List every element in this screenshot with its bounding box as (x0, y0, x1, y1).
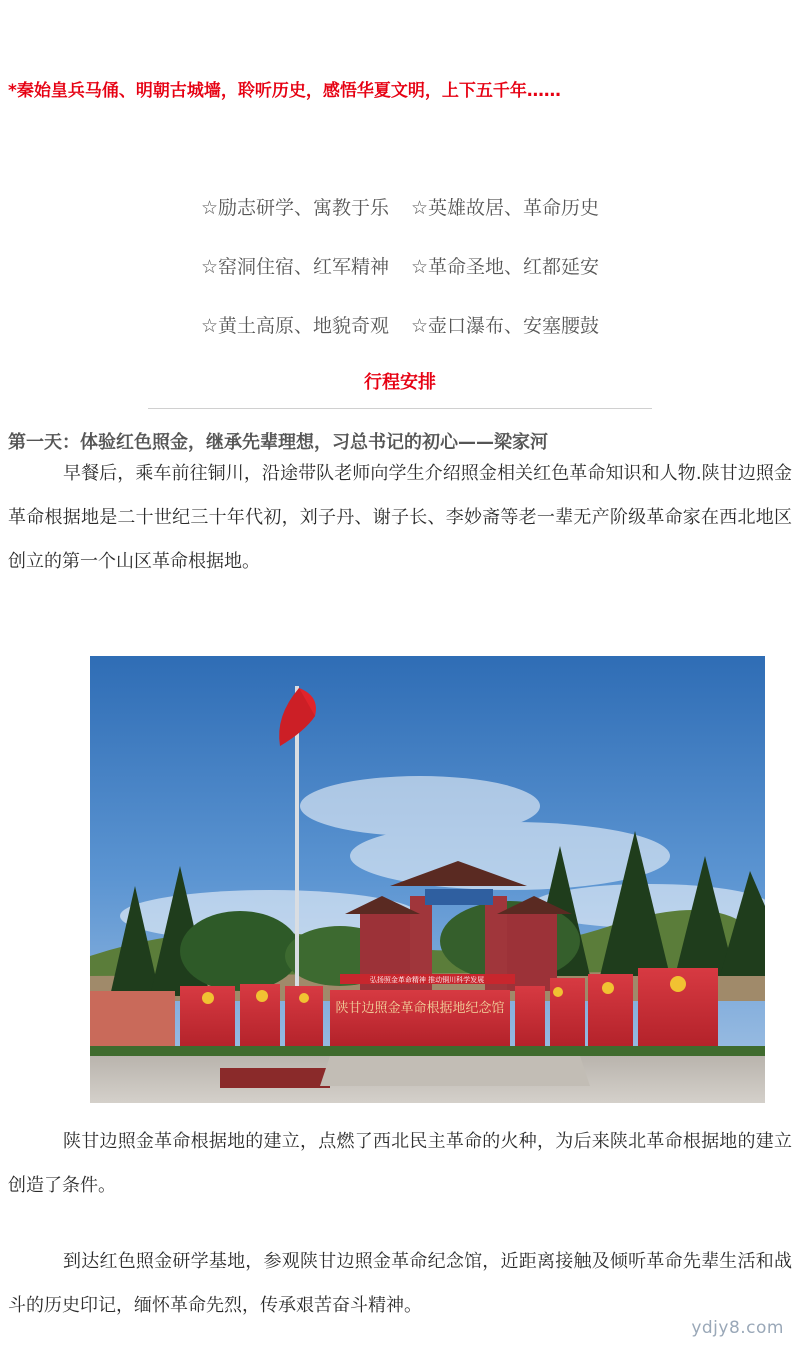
feature-row-1 (0, 193, 800, 220)
feature-row-2 (0, 252, 800, 279)
gate-plaque-text: 陕甘边照金革命根据地纪念馆 (335, 1001, 505, 1016)
memorial-photo-illustration (90, 656, 765, 1103)
divider (148, 408, 652, 409)
day-title: 第一天：体验红色照金，继承先辈理想，习总书记的初心——梁家河 (8, 432, 548, 453)
feature-item: ☆革命圣地、红都延安 (411, 256, 600, 278)
memorial-photo (90, 656, 765, 1103)
feature-item: ☆壶口瀑布、安塞腰鼓 (411, 315, 600, 337)
itinerary-title: 行程安排 (364, 372, 436, 393)
feature-item: ☆英雄故居、革命历史 (411, 197, 600, 219)
day1-paragraph-2: 陕甘边照金革命根据地的建立，点燃了西北民主革命的火种，为后来陕北革命根据地的建立创造了条件。 (8, 1131, 792, 1196)
watermark: ydjy8.com (691, 1318, 784, 1338)
feature-item: ☆励志研学、寓教于乐 (200, 197, 389, 219)
banner-text: 弘扬照金革命精神 推动铜川科学发展 (369, 976, 485, 984)
feature-item: ☆黄土高原、地貌奇观 (200, 315, 389, 337)
headline: *秦始皇兵马俑、明朝古城墙，聆听历史，感悟华夏文明，上下五千年…… (8, 81, 561, 101)
day1-paragraph-1: 早餐后，乘车前往铜川，沿途带队老师向学生介绍照金相关红色革命知识和人物.陕甘边照金革命根据地是二十世纪三十年代初，刘子丹、谢子长、李妙斋等老一辈无产阶级革命家在西北地区创立的第一个山区革命根据地。 (8, 463, 792, 572)
feature-item: ☆窑洞住宿、红军精神 (200, 256, 389, 278)
day1-paragraph-3: 到达红色照金研学基地，参观陕甘边照金革命纪念馆，近距离接触及倾听革命先辈生活和战斗的历史印记，缅怀革命先烈，传承艰苦奋斗精神。 (8, 1251, 792, 1316)
feature-row-3 (0, 311, 800, 338)
